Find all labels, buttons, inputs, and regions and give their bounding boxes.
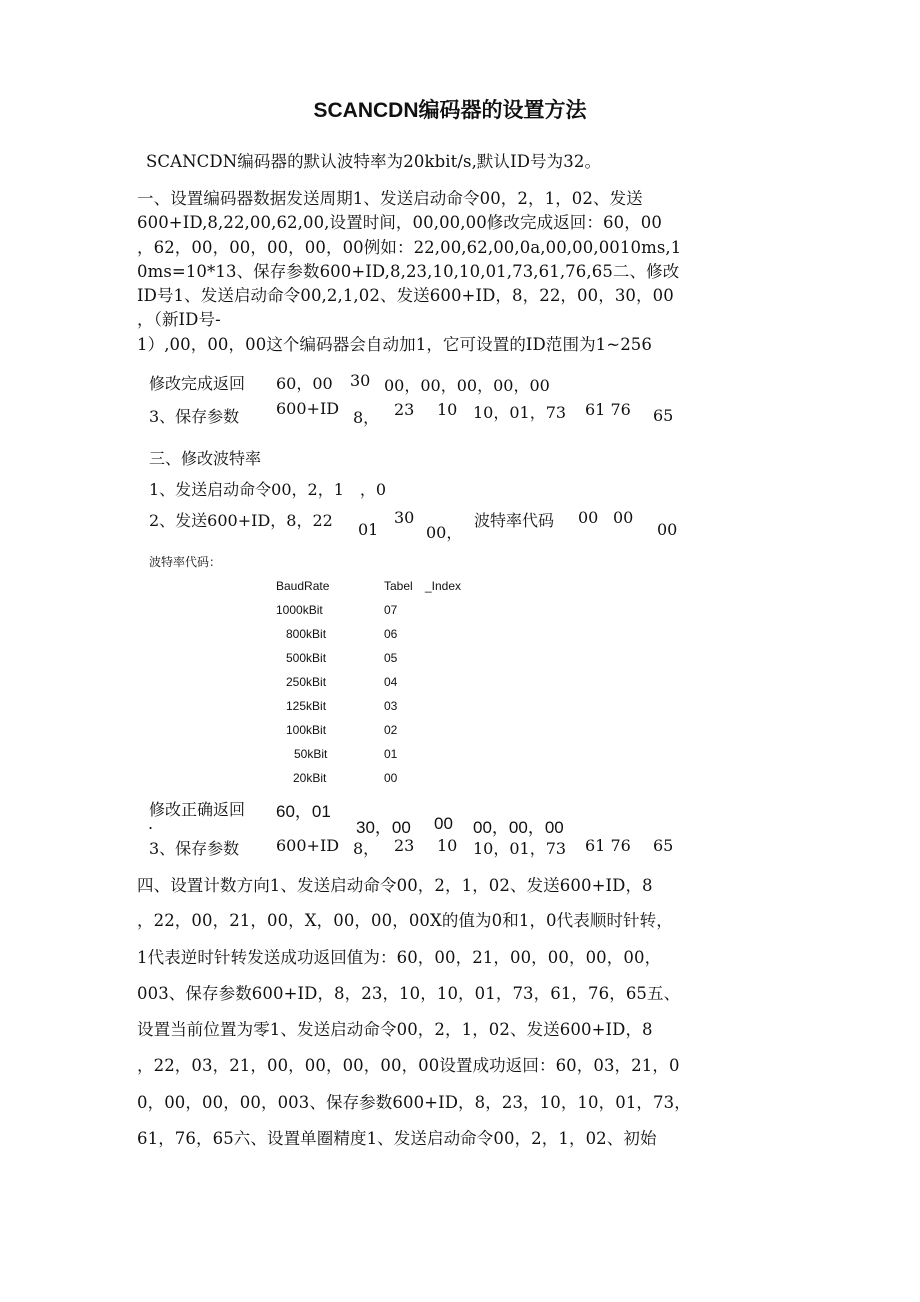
value: 00 — [434, 814, 453, 833]
table-header: _Index — [425, 579, 462, 593]
return-label: 修改完成返回 — [149, 374, 246, 393]
value: 60，00 — [276, 374, 333, 393]
para1-line: 一、设置编码器数据发送周期1、发送启动命令00，2，1，02、发送 — [137, 189, 643, 208]
save-label: 3、保存参数 — [149, 407, 240, 426]
value: 10 — [437, 836, 458, 855]
table-cell: 04 — [384, 675, 398, 689]
value: 00，00，00 — [473, 818, 564, 837]
value: 10 — [437, 400, 458, 419]
table-cell: 01 — [384, 747, 398, 761]
table-caption: 波特率代码： — [149, 555, 222, 569]
table-cell: 1000kBit — [276, 603, 323, 617]
value: 00， — [426, 523, 463, 542]
para1-line: ，62，00，00，00，00，00例如：22,00,62,00,0a,00,00,0010ms,1 — [137, 238, 682, 257]
value: 30 — [350, 371, 371, 390]
value: 600+ID — [276, 399, 340, 418]
value: 00，00，00，00，00 — [384, 376, 550, 395]
para1-line: 600+ID,8,22,00,62,00,设置时间，00,00,00修改完成返回：60，00 — [137, 213, 662, 232]
para2-line: 1代表逆时针转发送成功返回值为：60，00，21，00，00，00，00， — [137, 948, 662, 967]
table-cell: 05 — [384, 651, 398, 665]
page-title: SCANCDN编码器的设置方法 — [313, 99, 587, 122]
table-cell: 06 — [384, 627, 398, 641]
table-cell: 250kBit — [286, 675, 327, 689]
value: 00 — [613, 508, 634, 527]
value: 60，01 — [276, 802, 331, 821]
para1-line: ID号1、发送启动命令00,2,1,02、发送600+ID，8，22，00，30，00 — [137, 286, 674, 305]
value: 61 76 — [585, 836, 631, 855]
value: 61 76 — [585, 400, 631, 419]
value: 00 — [578, 508, 599, 527]
value: 600+ID — [276, 836, 340, 855]
table-cell: 500kBit — [286, 651, 327, 665]
value: 10，01，73 — [473, 839, 567, 858]
para2-line: 设置当前位置为零1、发送启动命令00，2，1，02、发送600+ID，8 — [137, 1020, 653, 1039]
para2-line: 003、保存参数600+ID，8，23，10，10，01，73，61，76，65五、 — [137, 984, 681, 1003]
table-header: BaudRate — [276, 579, 330, 593]
table-cell: 03 — [384, 699, 398, 713]
value: 30 — [394, 508, 415, 527]
step2-label: 2、发送600+ID，8，22 — [149, 511, 333, 530]
value: 30，00 — [356, 818, 411, 837]
value: 8， — [353, 839, 380, 858]
value: 65 — [653, 836, 674, 855]
save-label: 3、保存参数 — [149, 839, 240, 858]
para2-line: ，22，00，21，00，X，00，00，00X的值为0和1，0代表顺时针转， — [137, 911, 673, 930]
baud-step1: 1、发送启动命令00，2，1 ，0 — [149, 480, 387, 499]
value: 01 — [358, 520, 379, 539]
para1-line: 1）,00，00，00这个编码器会自动加1，它可设置的ID范围为1~256 — [137, 335, 652, 354]
value: 23 — [394, 400, 415, 419]
value: 10，01，73 — [473, 403, 567, 422]
baud-heading: 三、修改波特率 — [149, 449, 262, 468]
table-cell: 20kBit — [293, 771, 327, 785]
para2-line: 0，00，00，00，003、保存参数600+ID，8，23，10，10，01，73， — [137, 1093, 691, 1112]
para2-line: ，22，03，21，00，00，00，00，00设置成功返回：60，03，21，0 — [137, 1056, 680, 1075]
table-header: Tabel — [384, 579, 413, 593]
table-cell: 125kBit — [286, 699, 327, 713]
table-cell: 00 — [384, 771, 398, 785]
para1-line: 0ms=10*13、保存参数600+ID,8,23,10,10,01,73,61,76,65二、修改 — [137, 262, 680, 281]
table-cell: 100kBit — [286, 723, 327, 737]
table-cell: 02 — [384, 723, 398, 737]
return-dot: . — [148, 814, 154, 833]
table-cell: 07 — [384, 603, 398, 617]
return-label: 修改正确返回 — [149, 800, 246, 819]
para2-line: 61，76，65六、设置单圈精度1、发送启动命令00，2，1，02、初始 — [137, 1129, 657, 1148]
table-cell: 800kBit — [286, 627, 327, 641]
intro-text: SCANCDN编码器的默认波特率为20kbit/s,默认ID号为32。 — [146, 152, 602, 171]
value: 8， — [353, 408, 380, 427]
para1-line: ，（新ID号- — [137, 310, 221, 329]
table-cell: 50kBit — [294, 747, 328, 761]
value: 00 — [657, 520, 678, 539]
value: 波特率代码 — [474, 511, 555, 530]
value: 23 — [394, 836, 415, 855]
para2-line: 四、设置计数方向1、发送启动命令00，2，1，02、发送600+ID，8 — [137, 876, 653, 895]
value: 65 — [653, 406, 674, 425]
